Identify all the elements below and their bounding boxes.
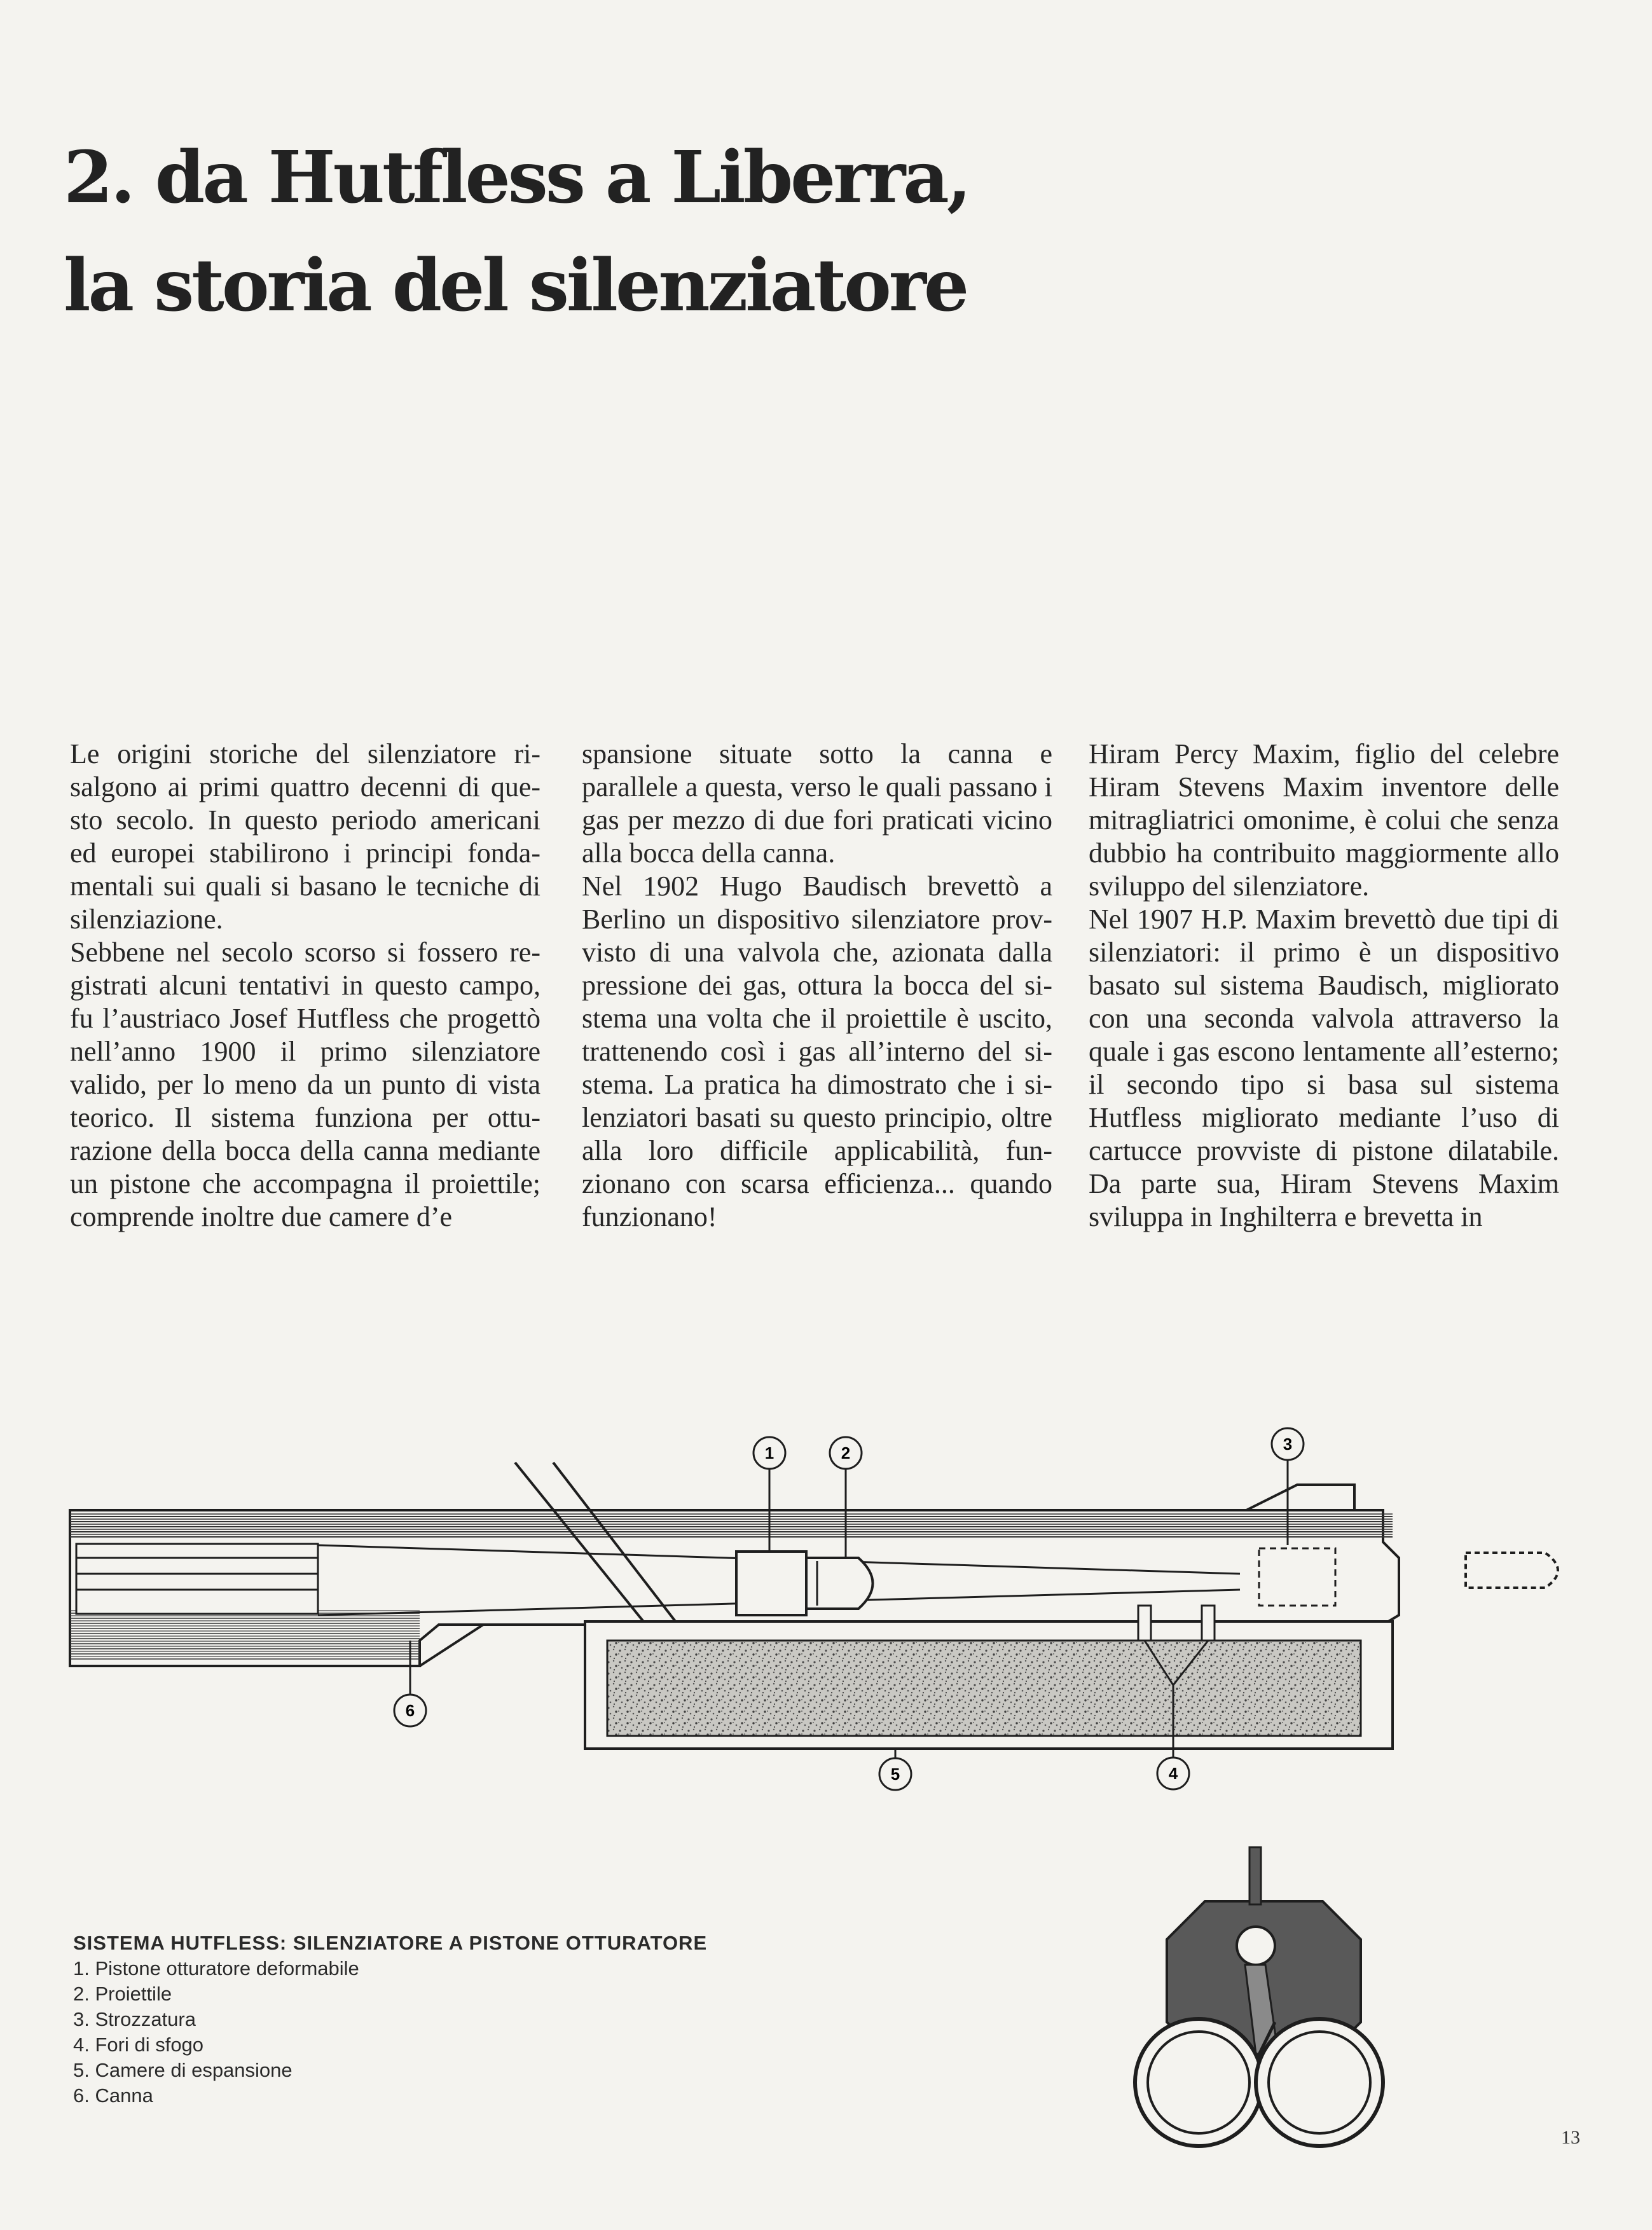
expansion-chamber (585, 1606, 1393, 1749)
paragraph: Le origini storiche del silenziatore risalgono ai primi quattro decenni di questo secolo. In questo periodo americani ed europei stabilirono i principi fondamentali sui quali si basano le tecniche di silenziazione. (70, 738, 540, 935)
legend-title: SISTEMA HUTFLESS: SILENZIATORE A PISTONE OTTURATORE (73, 1932, 708, 1954)
cross-section-view (1135, 1847, 1383, 2146)
callout-6 (394, 1695, 426, 1726)
chapter-title-line-1: 2. da Hutfless a Liberra, (64, 136, 969, 219)
callout-number: 6 (405, 1701, 415, 1720)
legend-item: 3. Strozzatura (73, 2008, 196, 2030)
paragraph: Nel 1902 Hugo Baudisch brevettò a Berlino un dispositivo silenziatore provvisto di una valvola che, azionata dalla pressione dei gas, ottura la bocca del sistema una volta che il proiettile è uscito, trattenendo così i gas all’interno del sistema. La pratica ha dimostrato che i silenziatori basati su questo principio, oltre alla loro difficile applicabilità, funzionano con scarsa efficienza... quando funzionano! (582, 871, 1052, 1232)
callout-number: 5 (890, 1765, 900, 1784)
callout-5 (879, 1758, 911, 1790)
callout-3 (1272, 1428, 1304, 1460)
exiting-bullet-outline (1466, 1553, 1558, 1588)
paragraph: spansione situate sotto la canna e parallele a questa, verso le quali passano i gas per mezzo di due fori praticati vicino alla bocca della canna. (582, 738, 1052, 869)
legend-list (73, 1956, 836, 2109)
paragraph: Sebbene nel secolo scorso si fossero registrati alcuni tentativi in questo campo, fu l’austriaco Josef Hutfless che progettò nell’anno 1900 il primo silenziatore valido, per lo meno da un punto di vista teorico. Il sistema funziona per otturazione della bocca della canna mediante un pistone che accompagna il proiettile; comprende inoltre due camere d’e (70, 937, 540, 1232)
callout-2 (830, 1437, 862, 1469)
callout-number: 2 (841, 1443, 851, 1463)
paragraph: Nel 1907 H.P. Maxim brevettò due tipi di silenziatori: il primo è un dispositivo basato sul sistema Baudisch, migliorato con una seconda valvola attraverso la quale i gas escono lentamente all’esterno; il secondo tipo si basa sul sistema Hutfless migliorato mediante l’uso di cartucce provviste di pistone dilatabile. Da parte sua, Hiram Stevens Maxim sviluppa in Inghilterra e brevetta in (1089, 904, 1559, 1232)
legend-item: 6. Canna (73, 2084, 153, 2107)
page-number: 13 (1561, 2127, 1580, 2148)
legend-item: 1. Pistone otturatore deformabile (73, 1957, 359, 1979)
callout-4 (1157, 1758, 1189, 1789)
legend-item: 4. Fori di sfogo (73, 2034, 204, 2056)
figure-legend (73, 1931, 836, 2109)
callout-1 (754, 1437, 785, 1469)
legend-item: 5. Camere di espansione (73, 2059, 293, 2081)
legend-item: 2. Proiettile (73, 1983, 172, 2005)
chapter-title-line-2: la storia del silenziatore (64, 244, 967, 327)
paragraph: Hiram Percy Maxim, figlio del celebre Hiram Stevens Maxim inventore delle mitragliatrici omonime, è colui che senza dubbio ha contribuito maggiormente allo sviluppo del silenziatore. (1089, 738, 1559, 902)
piston-and-bullet (736, 1552, 873, 1615)
callout-number: 4 (1168, 1764, 1178, 1783)
callout-number: 3 (1283, 1435, 1293, 1454)
callout-number: 1 (764, 1443, 774, 1463)
